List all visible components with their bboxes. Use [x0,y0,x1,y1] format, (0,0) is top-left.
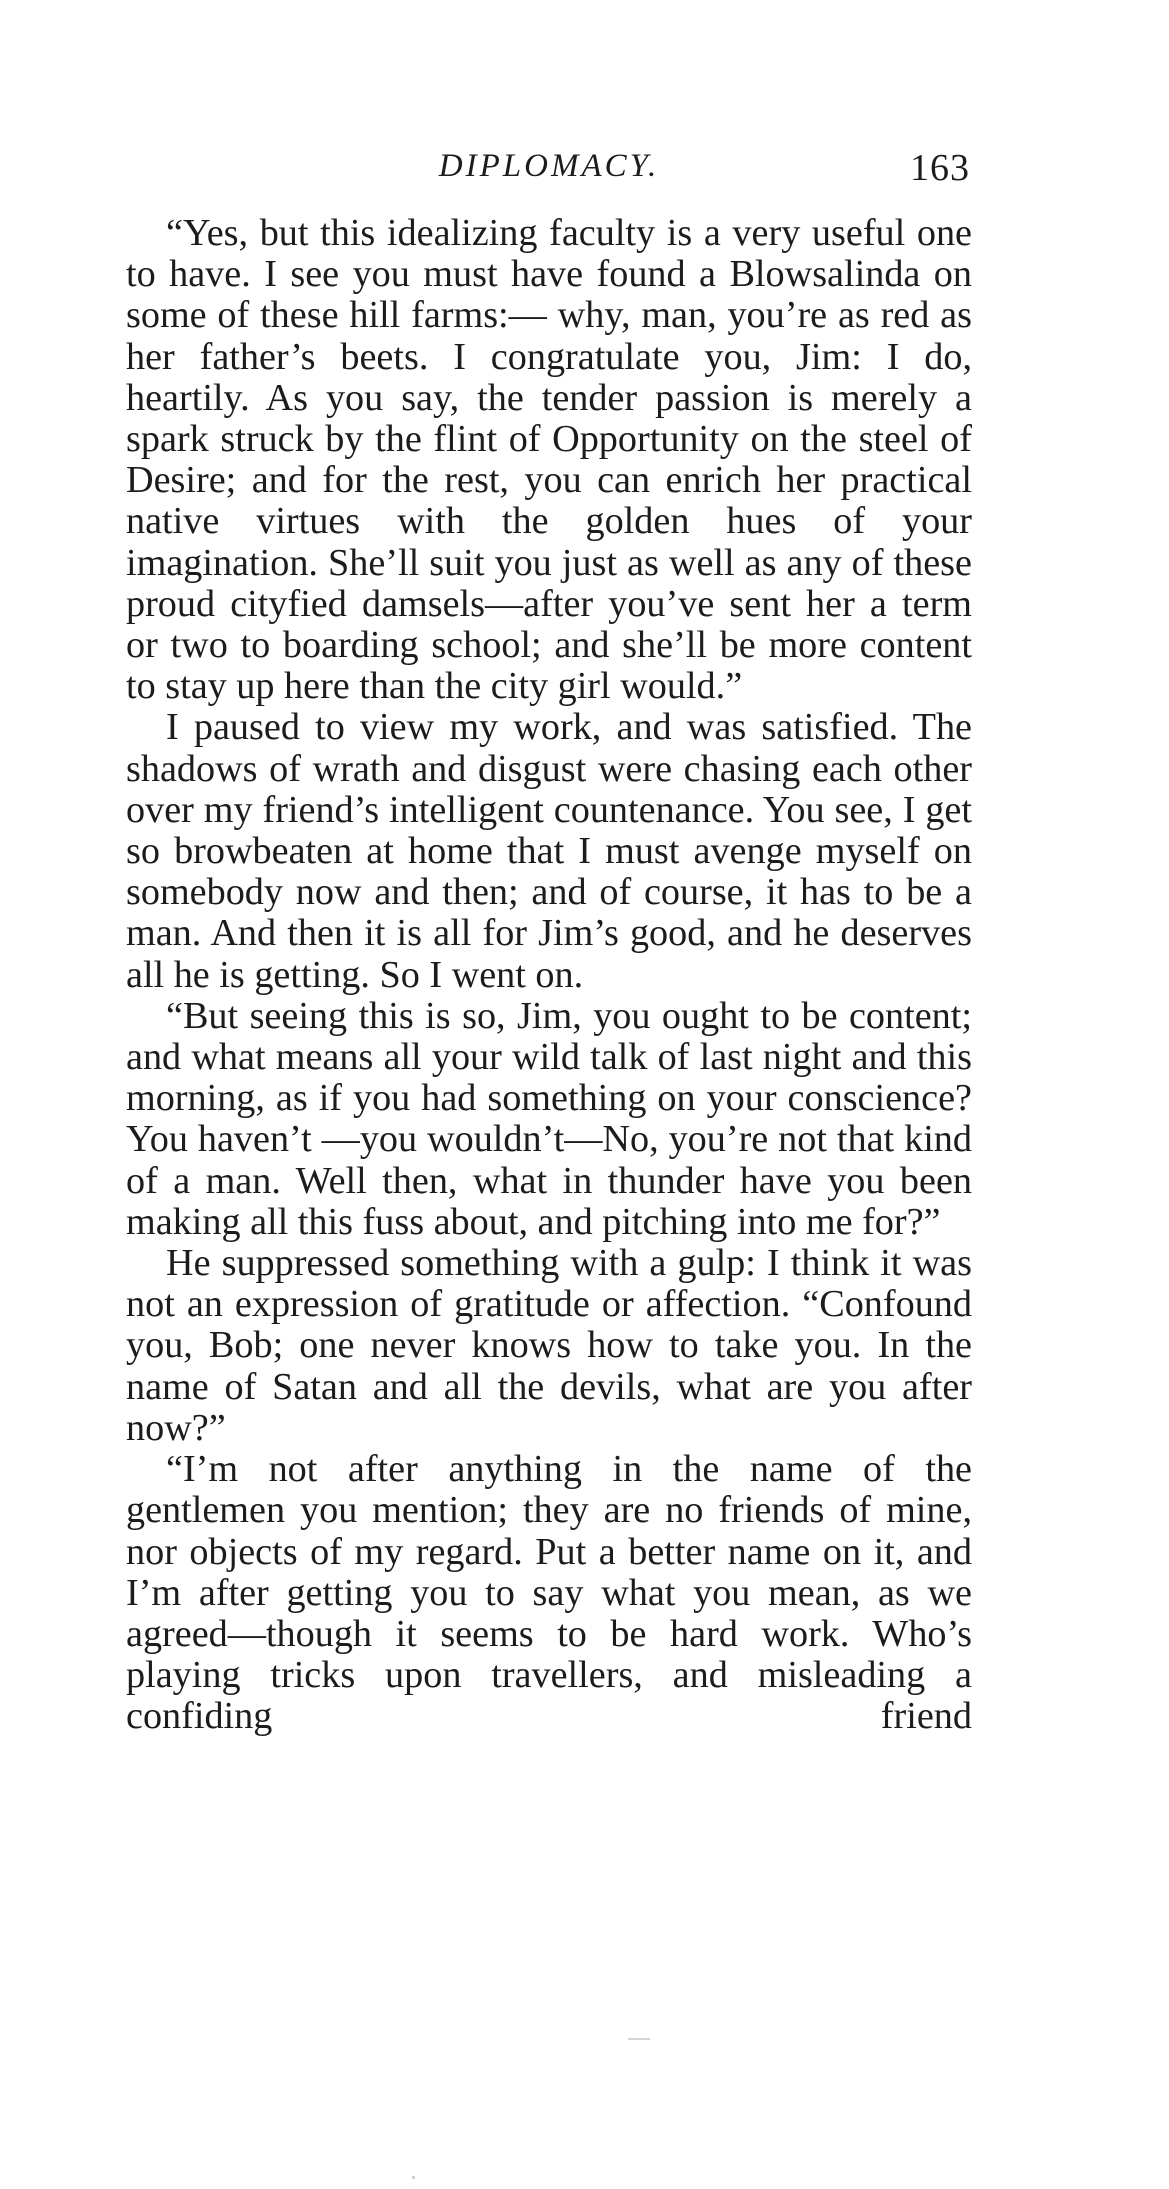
running-head [126,140,972,200]
print-speck [412,2176,415,2179]
paragraph-4: He suppressed something with a gulp: I think it was not an expression of gratitude or affection. “Confound you, Bob; one never knows how to take you. In the name of Satan and all the devils, what are you after now?” [126,1242,972,1449]
print-speck [628,2038,650,2040]
paragraph-1: “Yes, but this idealizing faculty is a very useful one to have. I see you must have found a Blowsalinda on some of these hill farms:— why, man, you’re as red as her father’s beets. I congratulate you, Jim: I do, heartily. As you say, the tender passion is merely a spark struck by the flint of Opportunity on the steel of Desire; and for the rest, you can enrich her practical native virtues with the golden hues of your imagination. She’ll suit you just as well as any of these proud cityfied damsels—after you’ve sent her a term or two to boarding school; and she’ll be more content to stay up here than the city girl would.” [126,212,972,708]
page-number: 163 [910,147,970,189]
paragraph-5: “I’m not after anything in the name of the gentlemen you mention; they are no friends of mine, nor objects of my regard. Put a better name on it, and I’m after getting you to say what you mean, as we agreed—though it seems to be hard work. Who’s playing tricks upon travellers, and misleading a confiding friend [126,1448,972,1738]
running-title: DIPLOMACY. [438,148,660,184]
body-text [126,213,972,1738]
paragraph-3: “But seeing this is so, Jim, you ought to be content; and what means all your wild talk of last night and this morning, as if you had something on your conscience? You haven’t —you wouldn’t—No, you’re not that kind of a man. Well then, what in thunder have you been making all this fuss about, and pitching into me for?” [126,994,972,1243]
paragraph-2: I paused to view my work, and was satisfied. The shadows of wrath and disgust were chasing each other over my friend’s intelligent countenance. You see, I get so browbeaten at home that I must avenge myself on somebody now and then; and of course, it has to be a man. And then it is all for Jim’s good, and he deserves all he is getting. So I went on. [126,706,972,996]
